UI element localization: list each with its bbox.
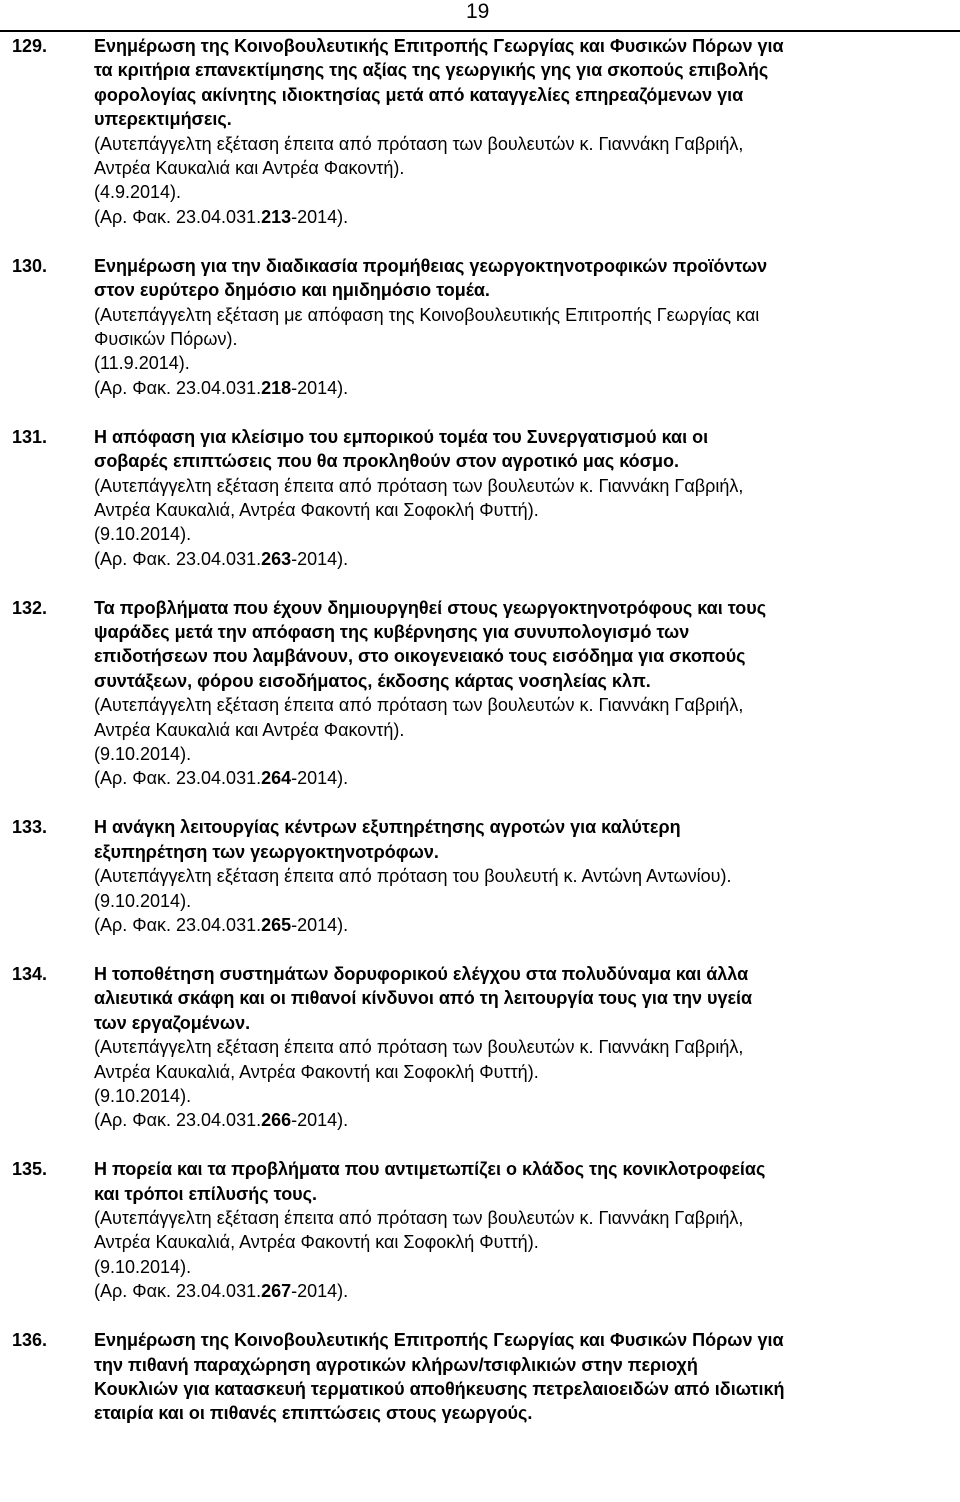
- item-title-line: αλιευτικά σκάφη και οι πιθανοί κίνδυνοι από τη λειτουργία τους για την υγεία: [94, 988, 753, 1009]
- item-title-line: εξυπηρέτηση των γεωργοκτηνοτρόφων.: [94, 841, 439, 862]
- file-reference-suffix: -2014).: [291, 1281, 349, 1302]
- item-detail-line: (9.10.2014).: [94, 890, 192, 911]
- item-title-line: των εργαζομένων.: [94, 1012, 251, 1033]
- file-reference-suffix: -2014).: [291, 377, 349, 398]
- item-number: 132.: [12, 597, 48, 618]
- item-detail-line: (9.10.2014).: [94, 524, 192, 545]
- item-detail-line: (Αυτεπάγγελτη εξέταση έπειτα από πρόταση των βουλευτών κ. Γιαννάκη Γαβριήλ,: [94, 133, 744, 154]
- item-body: [94, 425, 954, 571]
- item-number: 129.: [12, 36, 48, 56]
- file-reference-suffix: -2014).: [291, 1110, 349, 1131]
- item-body: [94, 596, 954, 791]
- item-title-line: τα κριτήρια επανεκτίμησης της αξίας της γεωργικής γης για σκοπούς επιβολής: [94, 60, 769, 81]
- agenda-list: [0, 34, 960, 1450]
- item-title-line: Τα προβλήματα που έχουν δημιουργηθεί στους γεωργοκτηνοτρόφους και τους: [94, 597, 767, 618]
- item-title-line: υπερεκτιμήσεις.: [94, 109, 232, 130]
- item-detail-line: (Αυτεπάγγελτη εξέταση έπειτα από πρόταση των βουλευτών κ. Γιαννάκη Γαβριήλ,: [94, 475, 744, 496]
- file-reference-number: 266: [261, 1110, 292, 1131]
- item-body: [94, 254, 954, 400]
- file-reference-prefix: (Αρ. Φακ. 23.04.031.: [94, 768, 262, 789]
- file-reference-prefix: (Αρ. Φακ. 23.04.031.: [94, 1281, 262, 1302]
- header-rule: [0, 30, 960, 32]
- item-detail-line: (Αυτεπάγγελτη εξέταση με απόφαση της Κοινοβουλευτικής Επιτροπής Γεωργίας και: [94, 304, 760, 325]
- file-reference: [94, 1279, 954, 1303]
- item-detail-line: Αντρέα Καυκαλιά και Αντρέα Φακοντή).: [94, 719, 405, 740]
- file-reference: [94, 205, 954, 229]
- item-body: [94, 962, 954, 1133]
- item-detail-line: (11.9.2014).: [94, 353, 190, 374]
- item-title-line: συντάξεων, φόρου εισοδήματος, έκδοσης κάρτας νοσηλείας κλπ.: [94, 670, 651, 691]
- item-detail-line: (Αυτεπάγγελτη εξέταση έπειτα από πρόταση των βουλευτών κ. Γιαννάκη Γαβριήλ,: [94, 695, 744, 716]
- item-detail-line: (9.10.2014).: [94, 1256, 192, 1277]
- file-reference-number: 264: [261, 768, 292, 789]
- item-title-line: Ενημέρωση της Κοινοβουλευτικής Επιτροπής Γεωργίας και Φυσικών Πόρων για: [94, 36, 784, 56]
- item-title-line: ψαράδες μετά την απόφαση της κυβέρνησης για συνυπολογισμό των: [94, 622, 690, 643]
- item-detail-line: Αντρέα Καυκαλιά και Αντρέα Φακοντή).: [94, 158, 405, 179]
- file-reference-suffix: -2014).: [291, 206, 349, 227]
- file-reference-number: 218: [261, 377, 292, 398]
- item-detail-line: (Αυτεπάγγελτη εξέταση έπειτα από πρόταση των βουλευτών κ. Γιαννάκη Γαβριήλ,: [94, 1208, 744, 1229]
- item-title-line: φορολογίας ακίνητης ιδιοκτησίας μετά από καταγγελίες επηρεαζόμενων για: [94, 84, 744, 105]
- item-title-line: Ενημέρωση για την διαδικασία προμήθειας γεωργοκτηνοτροφικών προϊόντων: [94, 255, 768, 276]
- agenda-item: [0, 1328, 960, 1426]
- item-number: 133.: [12, 817, 48, 838]
- file-reference-prefix: (Αρ. Φακ. 23.04.031.: [94, 548, 262, 569]
- item-detail-line: Φυσικών Πόρων).: [94, 328, 238, 349]
- item-title-line: Κουκλιών για κατασκευή τερματικού αποθήκευσης πετρελαιοειδών από ιδιωτική: [94, 1379, 785, 1399]
- item-title-line: στον ευρύτερο δημόσιο και ημιδημόσιο τομέα.: [94, 280, 490, 301]
- agenda-item: [0, 1157, 960, 1303]
- agenda-item: [0, 34, 960, 229]
- file-reference-number: 213: [261, 206, 292, 227]
- item-body: [94, 815, 954, 937]
- file-reference-suffix: -2014).: [291, 548, 349, 569]
- item-detail-line: (4.9.2014).: [94, 182, 182, 203]
- item-number: 131.: [12, 426, 48, 447]
- file-reference: [94, 376, 954, 400]
- item-title-line: εταιρία και οι πιθανές επιπτώσεις στους γεωργούς.: [94, 1403, 533, 1424]
- file-reference: [94, 766, 954, 790]
- item-title-line: Η τοποθέτηση συστημάτων δορυφορικού ελέγχου στα πολυδύναμα και άλλα: [94, 963, 749, 984]
- file-reference-prefix: (Αρ. Φακ. 23.04.031.: [94, 915, 262, 935]
- file-reference-suffix: -2014).: [291, 768, 349, 789]
- file-reference-prefix: (Αρ. Φακ. 23.04.031.: [94, 377, 262, 398]
- item-body: [94, 1157, 954, 1303]
- agenda-item: [0, 815, 960, 937]
- page-number: 19: [466, 0, 490, 23]
- item-title-line: επιδοτήσεων που λαμβάνουν, στο οικογενειακό τους εισόδημα για σκοπούς: [94, 646, 746, 667]
- agenda-item: [0, 254, 960, 400]
- file-reference-suffix: -2014).: [291, 915, 349, 935]
- file-reference: [94, 913, 954, 937]
- item-title-line: Η ανάγκη λειτουργίας κέντρων εξυπηρέτησης αγροτών για καλύτερη: [94, 817, 681, 838]
- item-title-line: Η πορεία και τα προβλήματα που αντιμετωπίζει ο κλάδος της κονικλοτροφείας: [94, 1159, 766, 1180]
- item-title-line: την πιθανή παραχώρηση αγροτικών κλήρων/τσιφλικιών στην περιοχή: [94, 1354, 698, 1375]
- file-reference-number: 265: [261, 915, 292, 935]
- agenda-item: [0, 962, 960, 1133]
- file-reference: [94, 1108, 954, 1132]
- file-reference: [94, 547, 954, 571]
- item-title-line: και τρόποι επίλυσής τους.: [94, 1183, 318, 1204]
- item-number: 134.: [12, 963, 48, 984]
- item-detail-line: Αντρέα Καυκαλιά, Αντρέα Φακοντή και Σοφοκλή Φυττή).: [94, 499, 539, 520]
- item-detail-line: (Αυτεπάγγελτη εξέταση έπειτα από πρόταση του βουλευτή κ. Αντώνη Αντωνίου).: [94, 866, 732, 887]
- item-detail-line: Αντρέα Καυκαλιά, Αντρέα Φακοντή και Σοφοκλή Φυττή).: [94, 1232, 539, 1253]
- file-reference-prefix: (Αρ. Φακ. 23.04.031.: [94, 1110, 262, 1131]
- item-number: 135.: [12, 1159, 48, 1180]
- item-title-line: σοβαρές επιπτώσεις που θα προκληθούν στον αγροτικό μας κόσμο.: [94, 451, 679, 472]
- file-reference-number: 263: [261, 548, 292, 569]
- file-reference-prefix: (Αρ. Φακ. 23.04.031.: [94, 206, 262, 227]
- agenda-item: [0, 596, 960, 791]
- item-body: [94, 34, 954, 229]
- agenda-item: [0, 425, 960, 571]
- file-reference-number: 267: [261, 1281, 292, 1302]
- item-detail-line: (9.10.2014).: [94, 744, 192, 765]
- item-detail-line: (9.10.2014).: [94, 1085, 192, 1106]
- item-number: 130.: [12, 255, 48, 276]
- item-detail-line: Αντρέα Καυκαλιά, Αντρέα Φακοντή και Σοφοκλή Φυττή).: [94, 1061, 539, 1082]
- item-number: 136.: [12, 1330, 48, 1351]
- item-detail-line: (Αυτεπάγγελτη εξέταση έπειτα από πρόταση των βουλευτών κ. Γιαννάκη Γαβριήλ,: [94, 1037, 744, 1058]
- item-title-line: Ενημέρωση της Κοινοβουλευτικής Επιτροπής Γεωργίας και Φυσικών Πόρων για: [94, 1330, 784, 1351]
- item-body: [94, 1328, 954, 1426]
- item-title-line: Η απόφαση για κλείσιμο του εμπορικού τομέα του Συνεργατισμού και οι: [94, 426, 709, 447]
